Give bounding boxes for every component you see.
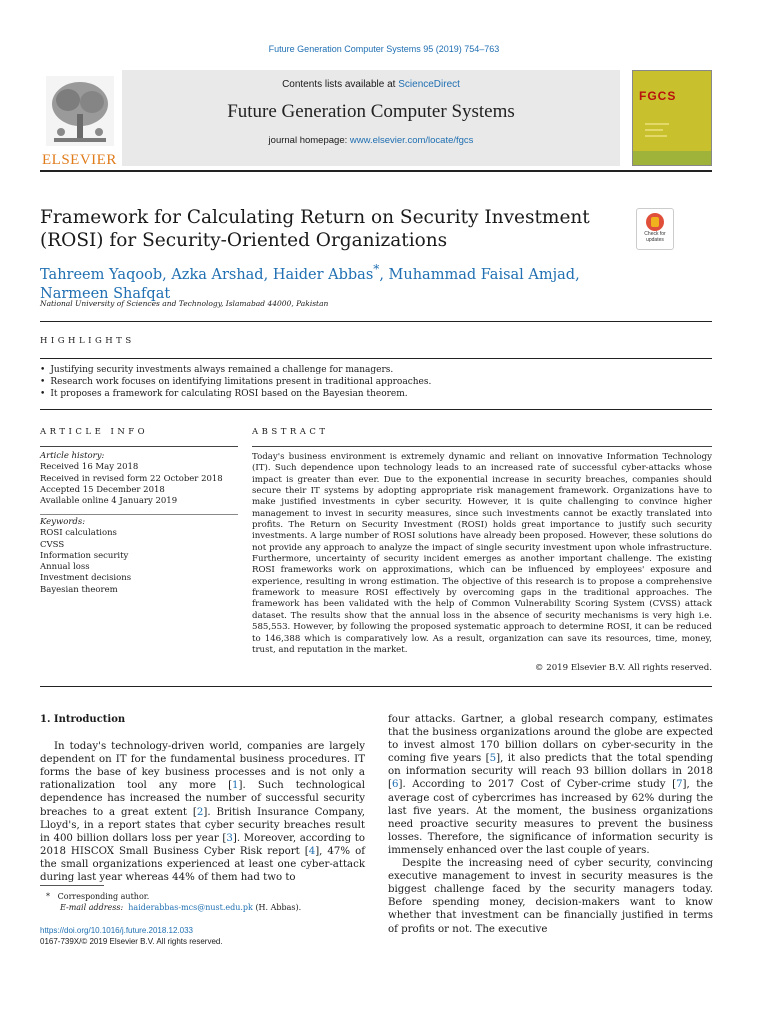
author-link[interactable]: Haider Abbas <box>272 266 374 283</box>
reference-link[interactable]: 1 <box>232 780 239 792</box>
footnote <box>40 891 365 913</box>
journal-band <box>122 70 620 166</box>
elsevier-tree-icon <box>46 76 114 146</box>
footnote-mark: * <box>46 892 50 901</box>
history-label: Article history: <box>40 451 105 461</box>
abstract-heading: ABSTRACT <box>252 427 329 437</box>
section-divider <box>40 358 712 359</box>
doi-block <box>40 925 223 947</box>
contents-line <box>122 79 620 90</box>
elsevier-logo <box>40 76 120 166</box>
email-note: E-mail address: haiderabbas-mcs@nust.edu.pk (H. Abbas). <box>60 903 302 912</box>
affiliation: National University of Sciences and Technology, Islamabad 44000, Pakistan <box>40 299 329 308</box>
body-paragraph: Despite the increasing need of cyber security, convincing executive management to invest in security measures is the biggest challenge faced by the security managers today. Before spending money, decision-makers want to know whether that investment can be financially justified in terms of profits or not. The executive <box>388 858 713 935</box>
journal-title: Future Generation Computer Systems <box>227 101 515 122</box>
keywords-label: Keywords: <box>40 517 86 527</box>
abstract-divider <box>252 446 712 447</box>
highlights-list <box>40 364 712 400</box>
homepage-prefix: journal homepage: <box>268 135 350 146</box>
author-link[interactable]: Narmeen Shafqat <box>40 285 171 302</box>
journal-cover-image[interactable] <box>632 70 712 166</box>
history-item: Accepted 15 December 2018 <box>40 484 165 495</box>
article-title: Framework for Calculating Return on Security Investment (ROSI) for Security-Oriented Organizations <box>40 207 590 251</box>
cover-title: FGCS <box>639 89 677 103</box>
reference-link[interactable]: 2 <box>196 806 204 818</box>
keywords-divider <box>40 514 238 515</box>
cover-decoration <box>645 123 669 125</box>
crossmark-icon <box>646 213 664 231</box>
highlight-item: • Justifying security investments always remained a challenge for managers. <box>40 364 712 376</box>
keyword-item: ROSI calculations <box>40 528 117 539</box>
masthead-divider <box>40 170 712 172</box>
corresponding-mark[interactable]: * <box>373 262 380 276</box>
highlight-item: • It proposes a framework for calculating ROSI based on the Bayesian theorem. <box>40 388 712 400</box>
cover-decoration <box>645 135 667 137</box>
article-history <box>40 451 238 507</box>
body-paragraph: four attacks. Gartner, a global research company, estimates that the business organizations around the globe are expected to invest almost 170 billion dollars on cyber-security in the coming five years [5], it also predicts that the total spending on information security will reach 93 billion dollars in 2018 [6]. According to 2017 Cost of Cyber-crime study [7], the average cost of cybercrimes has increased by 62% during the last five years. At the moment, the business organizations need proactive security measures to prevent the business losses. Therefore, the significance of information security is immensely enhanced over the last couple of years. <box>388 714 714 856</box>
check-for-updates-button[interactable] <box>636 208 674 250</box>
section-divider <box>40 321 712 322</box>
keyword-item: Annual loss <box>40 562 90 573</box>
cover-decoration <box>645 129 663 131</box>
abstract-copyright: © 2019 Elsevier B.V. All rights reserved. <box>534 663 712 673</box>
reference-link[interactable]: 7 <box>676 779 683 791</box>
keyword-item: Investment decisions <box>40 573 132 584</box>
homepage-line <box>122 135 620 146</box>
section-divider <box>40 409 712 410</box>
issn-line: 0167-739X/© 2019 Elsevier B.V. All rights reserved. <box>40 937 223 946</box>
elsevier-wordmark: ELSEVIER <box>42 152 117 168</box>
section-heading: 1. Introduction <box>40 714 126 725</box>
body-right-column <box>388 713 713 936</box>
check-updates-label: Check for updates <box>644 231 666 243</box>
body-left-column <box>40 713 365 884</box>
sciencedirect-link[interactable]: ScienceDirect <box>398 79 460 90</box>
doi-link[interactable]: https://doi.org/10.1016/j.future.2018.12.033 <box>40 926 194 935</box>
reference-link[interactable]: 3 <box>226 832 233 844</box>
article-info-heading: ARTICLE INFO <box>40 427 149 437</box>
abstract-text: Today's business environment is extremely dynamic and reliant on innovative Information Technology (IT). Such dependence upon technology leads to an increased rate of successful cyber-attacks whose impact is greater than ever. Due to the exponential increase in security breaches, companies should secure their IT systems by adopting appropriate risk management framework. Organizations have to make justified investments in cyber security. However, it is quite challenging to convince higher management to invest in security measures, since such investments cannot be exactly translated into profits. The Return on Security Investment (ROSI) holds great importance to justify such security investments. A large number of ROSI solutions have already been proposed. However, these solutions do not provide any approach to analyze the impact of single security investment upon whole infrastructure. Furthermore, uncertainty of security incident emerges as another important challenge. The existing ROSI frameworks work on approximations, which can be influenced by employees' exposure and experience, resulting in wrong estimation. The objective of this research is to propose a comprehensive framework to measure ROSI effectively by overcoming gaps in the traditional approaches. The framework has been validated with the help of Common Vulnerability Scoring System (CVSS) attack dataset. The results show that the annual loss in the absence of security mechanisms is very high i.e. 585,553. However, by following the proposed systematic approach to determine ROSI, it can be reduced to 146,388 which is comparatively low. As a result, organization can save its resources, time, money, trust, and reputation in the market. <box>252 452 712 655</box>
keywords <box>40 517 238 596</box>
corresponding-author-note: * Corresponding author. <box>46 892 150 901</box>
contents-prefix: Contents lists available at <box>282 79 399 90</box>
author-link[interactable]: Tahreem Yaqoob <box>40 266 163 283</box>
footnote-divider <box>40 885 104 886</box>
journal-homepage-link[interactable]: www.elsevier.com/locate/fgcs <box>349 135 474 146</box>
author-link[interactable]: Azka Arshad <box>171 266 264 283</box>
reference-link[interactable]: 6 <box>391 779 399 791</box>
keyword-item: CVSS <box>40 539 65 550</box>
history-item: Received 16 May 2018 <box>40 462 139 473</box>
highlights-heading: HIGHLIGHTS <box>40 336 135 346</box>
article-info-divider <box>40 446 238 447</box>
journal-masthead <box>40 70 712 166</box>
keyword-item: Information security <box>40 550 129 561</box>
body-paragraph: In today's technology-driven world, companies are largely dependent on IT for the fundamental business procedures. IT forms the base of key business processes and is not only a rationalization tool any more [1]. Such technological dependence has increased the number of successful security breaches to a great extent [2]. British Insurance Company, Lloyd's, in a report states that cyber security breaches result in 400 billion dollars loss per year [3]. Moreover, according to 2018 HISCOX Small Business Cyber Risk report [4], 47% of the small organizations experienced at least one cyber-attack during last year whereas 44% of them had two to <box>40 741 366 884</box>
reference-link[interactable]: 4 <box>308 845 316 857</box>
journal-citation[interactable]: Future Generation Computer Systems 95 (2019) 754–763 <box>268 44 500 54</box>
highlight-item: • Research work focuses on identifying limitations present in traditional approaches. <box>40 376 712 388</box>
section-divider <box>40 686 712 687</box>
cover-footer-band <box>633 151 711 165</box>
history-item: Available online 4 January 2019 <box>40 496 178 507</box>
history-item: Received in revised form 22 October 2018 <box>40 473 223 484</box>
author-link[interactable]: Muhammad Faisal Amjad <box>388 266 576 283</box>
email-link[interactable]: haiderabbas-mcs@nust.edu.pk <box>128 903 253 912</box>
keyword-item: Bayesian theorem <box>40 584 118 595</box>
author-list: Tahreem Yaqoob, Azka Arshad, Haider Abbas*, Muhammad Faisal Amjad, Narmeen Shafqat <box>40 262 580 302</box>
reference-link[interactable]: 5 <box>489 753 497 765</box>
